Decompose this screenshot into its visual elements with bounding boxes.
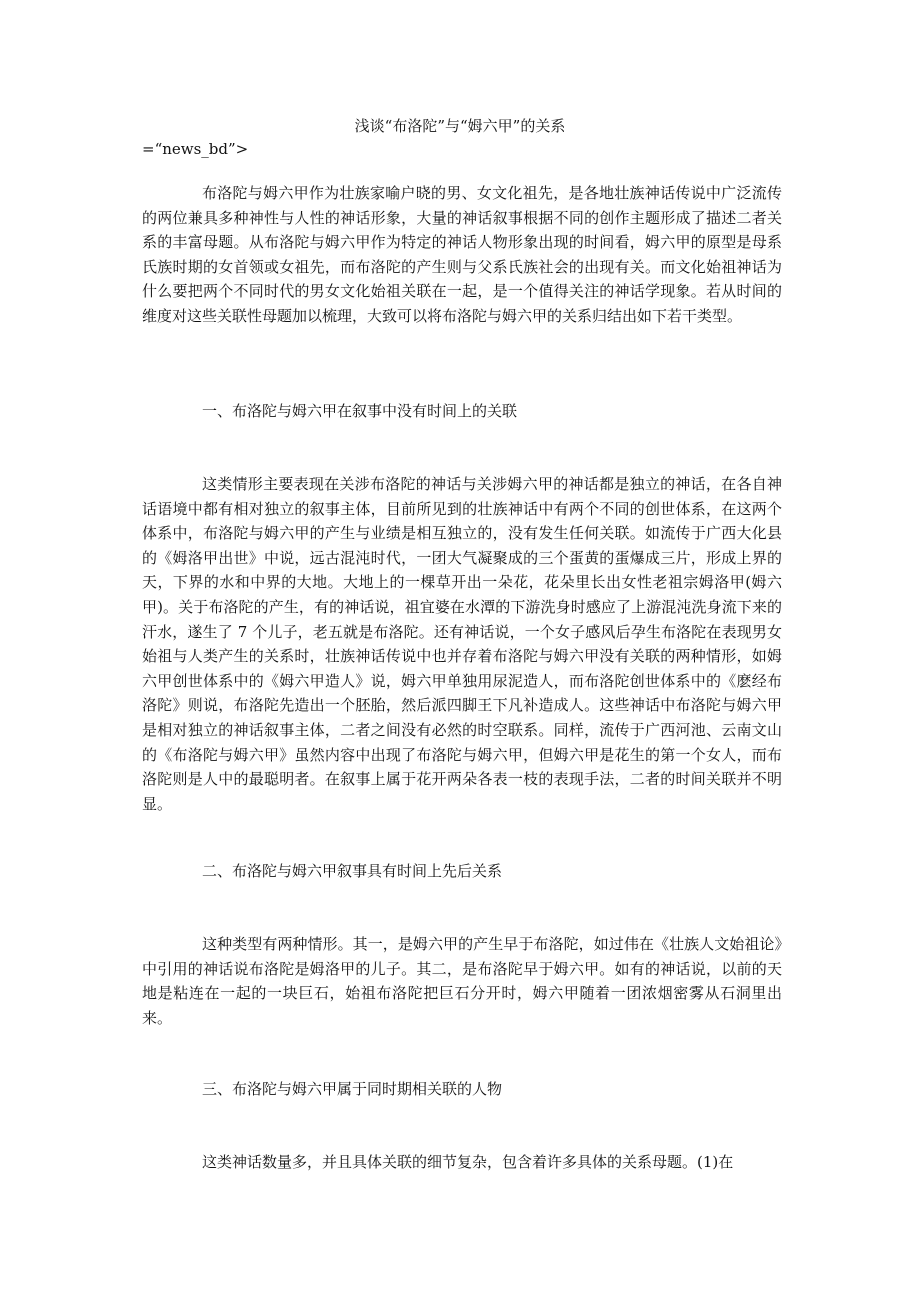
section-heading-1: 一、布洛陀与姆六甲在叙事中没有时间上的关联 [202, 402, 518, 420]
intro-paragraph: 布洛陀与姆六甲作为壮族家喻户晓的男、女文化祖先，是各地壮族神话传说中广泛流传的两位兼具多种神性与人性的神话形象，大量的神话叙事根据不同的创作主题形成了描述二者关系的丰富母题。从布洛陀与姆六甲作为特定的神话人物形象出现的时间看，姆六甲的原型是母系氏族时期的女首领或女祖先，而布洛陀的产生则与父系氏族社会的出现有关。而文化始祖神话为什么要把两个不同时代的男女文化始祖关联在一起，是一个值得关注的神话学现象。若从时间的维度对这些关联性母题加以梳理，大致可以将布洛陀与姆六甲的关系归结出如下若干类型。 [142, 184, 782, 325]
stray-markup-line: =“news_bd”> [142, 140, 249, 158]
section-heading-2: 二、布洛陀与姆六甲叙事具有时间上先后关系 [202, 862, 503, 880]
section-body-2: 这种类型有两种情形。其一，是姆六甲的产生早于布洛陀，如过伟在《壮族人文始祖论》中引用的神话说布洛陀是姆洛甲的儿子。其二，是布洛陀早于姆六甲。如有的神话说，以前的天地是粘连在一起的一块巨石，始祖布洛陀把巨石分开时，姆六甲随着一团浓烟密雾从石洞里出来。 [142, 935, 782, 1027]
section-body-3: 这类神话数量多，并且具体关联的细节复杂，包含着许多具体的关系母题。(1)在 [202, 1153, 734, 1171]
section-body-1: 这类情形主要表现在关涉布洛陀的神话与关涉姆六甲的神话都是独立的神话，在各自神话语境中都有相对独立的叙事主体，目前所见到的壮族神话中有两个不同的创世体系，在这两个体系中，布洛陀与姆六甲的产生与业绩是相互独立的，没有发生任何关联。如流传于广西大化县的《姆洛甲出世》中说，远古混沌时代，一团大气凝聚成的三个蛋黄的蛋爆成三片，形成上界的天，下界的水和中界的大地。大地上的一棵草开出一朵花，花朵里长出女性老祖宗姆洛甲(姆六甲)。关于布洛陀的产生，有的神话说，祖宜婆在水潭的下游洗身时感应了上游混沌洗身流下来的汗水，遂生了 7 个儿子，老五就是布洛陀。还有神话说，一个女子感风后孕生布洛陀在表现男女始祖与人类产生的关系时，壮族神话传说中也并存着布洛陀与姆六甲没有关联的两种情形，如姆六甲创世体系中的《姆六甲造人》说，姆六甲单独用尿泥造人，而布洛陀创世体系中的《麽经布洛陀》则说，布洛陀先造出一个胚胎，然后派四脚王下凡补造成人。这些神话中布洛陀与姆六甲是相对独立的神话叙事主体，二者之间没有必然的时空联系。同样，流传于广西河池、云南文山的《布洛陀与姆六甲》虽然内容中出现了布洛陀与姆六甲，但姆六甲是花生的第一个女人，而布洛陀则是人中的最聪明者。在叙事上属于花开两朵各表一枝的表现手法，二者的时间关联并不明显。 [142, 475, 782, 813]
document-title: 浅谈“布洛陀”与“姆六甲”的关系 [354, 117, 566, 135]
section-heading-3: 三、布洛陀与姆六甲属于同时期相关联的人物 [202, 1080, 503, 1098]
